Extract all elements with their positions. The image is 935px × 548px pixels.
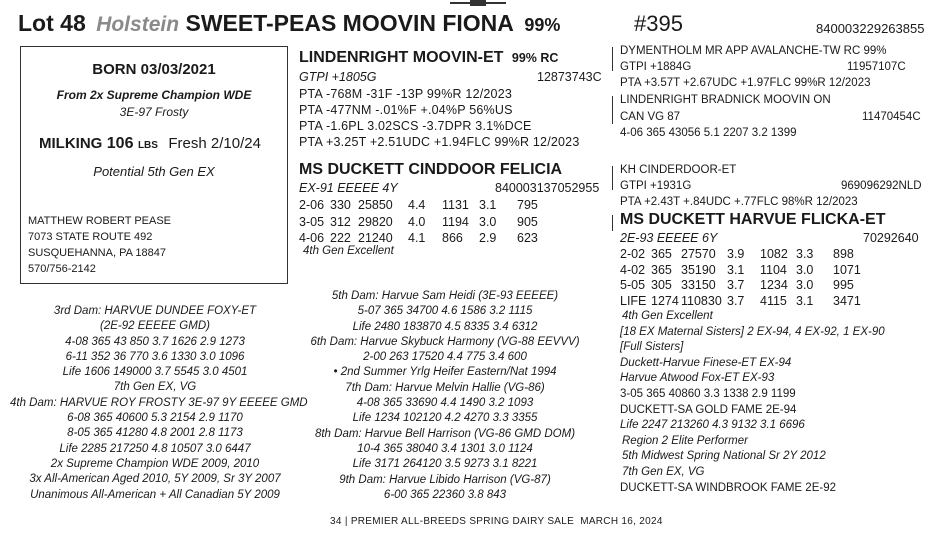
record-row	[620, 294, 869, 310]
info-box	[20, 46, 288, 284]
breed: Holstein	[96, 13, 180, 36]
record-row	[299, 197, 547, 214]
record-cell: 305	[651, 278, 672, 292]
record-row	[620, 278, 869, 294]
record-cell: 3.9	[727, 247, 745, 261]
record-cell: 3.0	[479, 214, 497, 229]
sire-heading	[299, 49, 558, 67]
sire-name: LINDENRIGHT MOOVIN-ET	[299, 49, 504, 66]
note-line: DUCKETT-SA GOLD FAME 2E-94	[620, 403, 797, 416]
owner-line: 7073 STATE ROUTE 492	[28, 231, 153, 243]
sire-sire-name: DYMENTHOLM MR APP AVALANCHE-TW RC 99%	[620, 45, 887, 57]
pedigree-line: Life 2480 183870 4.5 8335 3.4 6312	[352, 320, 538, 333]
record-cell: 1071	[833, 262, 861, 277]
champion-line: From 2x Supreme Champion WDE	[56, 88, 252, 102]
note-line: [Full Sisters]	[620, 341, 684, 354]
record-cell: 2-06	[299, 198, 325, 212]
milking-line	[39, 135, 261, 153]
owner-line: SUSQUEHANNA, PA 18847	[28, 247, 166, 259]
record-cell: 2-02	[620, 247, 646, 261]
record-cell: 4115	[760, 293, 787, 308]
pta-line: PTA -477NM -.01%F +.04%P 56%US	[299, 103, 513, 117]
pedigree-line: 4-08 365 43 850 3.7 1626 2.9 1273	[65, 335, 245, 348]
dam-sire-gtpi: GTPI +1931G	[620, 180, 692, 192]
left-pedigree-column	[10, 304, 308, 503]
record-cell: 4.1	[408, 231, 426, 245]
dam-sire-name: KH CINDERDOOR-ET	[620, 164, 737, 176]
sale-date: MARCH 16, 2024	[580, 516, 663, 527]
note-line: DUCKETT-SA WINDBROOK FAME 2E-92	[620, 481, 836, 494]
title-row	[18, 10, 560, 37]
sire-sire-pta: PTA +3.57T +2.67UDC +1.97FLC 99%R 12/2023	[620, 77, 871, 89]
record-cell: 4-06	[299, 231, 325, 245]
record-cell: 1082	[760, 247, 788, 261]
note-line: 7th Gen EX, VG	[622, 465, 705, 478]
dam-dam-notes	[620, 309, 885, 496]
record-cell: 905	[517, 214, 538, 229]
record-cell: 27570	[681, 247, 716, 261]
pedigree-line: 3x All-American Aged 2010, 5Y 2009, Sr 3Y 2007	[29, 473, 281, 486]
record-cell: 3.1	[479, 198, 497, 212]
dam-sire-pta: PTA +2.43T +.84UDC +.77FLC 98%R 12/2023	[620, 196, 858, 208]
pedigree-line: 4th Dam: HARVUE ROY FROSTY 3E-97 9Y EEEEE GMD	[10, 396, 308, 409]
pedigree-line: 2x Supreme Champion WDE 2009, 2010	[50, 457, 260, 470]
record-cell: 365	[651, 247, 672, 261]
sire-pct: 99% RC	[511, 51, 559, 65]
sire-gtpi: GTPI +1805G	[299, 70, 377, 84]
top-ornament	[470, 0, 486, 6]
record-cell: 365	[651, 262, 672, 277]
record-cell: 25850	[358, 198, 393, 212]
record-cell: 4-02	[620, 262, 646, 277]
pedigree-line: 8-05 365 41280 4.8 2001 2.8 1173	[67, 427, 243, 440]
pta-line: PTA -1.6PL 3.02SCS -3.7DPR 3.1%DCE	[299, 119, 532, 133]
record-cell: 3.1	[796, 293, 814, 308]
sire-sire-gtpi: GTPI +1884G	[620, 61, 692, 73]
record-cell: 3.3	[796, 247, 814, 261]
record-cell: 3.0	[796, 278, 814, 292]
pedigree-line: 6th Dam: Harvue Skybuck Harmony (VG-88 EEVVV)	[310, 335, 580, 348]
footer	[330, 516, 663, 527]
pta-line: PTA +3.25T +2.51UDC +1.94FLC 99%R 12/2023	[299, 135, 580, 149]
pedigree-line: Life 3171 264120 3.5 9273 3.1 8221	[352, 458, 538, 471]
record-cell: 330	[330, 198, 351, 212]
pedigree-line: 7th Dam: Harvue Melvin Hallie (VG-86)	[345, 381, 545, 394]
pedigree-line: 3rd Dam: HARVUE DUNDEE FOXY-ET	[53, 305, 257, 317]
record-cell: 1104	[760, 262, 787, 277]
dam-dam-records	[620, 247, 869, 309]
owner-line: MATTHEW ROBERT PEASE	[28, 215, 172, 227]
record-cell: 1274	[651, 293, 679, 308]
registration-number: 840003229263855	[816, 21, 925, 36]
connector-line	[612, 215, 613, 231]
record-cell: 33150	[681, 278, 716, 292]
record-cell: 995	[833, 278, 854, 292]
note-line: 5th Midwest Spring National Sr 2Y 2012	[622, 450, 826, 463]
pedigree-line: 9th Dam: Harvue Libido Harrison (VG-87)	[339, 473, 551, 486]
record-cell: 3-05	[299, 214, 325, 229]
pedigree-line: 8th Dam: Harvue Bell Harrison (VG-86 GMD DOM)	[314, 427, 576, 440]
pedigree-line: Unanimous All-American + All Canadian 5Y 2009	[30, 488, 280, 501]
record-cell: 866	[442, 231, 463, 245]
cow-percent: 99%	[524, 15, 561, 35]
dam-dam-name: MS DUCKETT HARVUE FLICKA-ET	[620, 211, 886, 228]
sale-name: PREMIER ALL-BREEDS SPRING DAIRY SALE	[350, 516, 575, 527]
record-cell: 5-05	[620, 278, 646, 292]
record-row	[620, 263, 869, 279]
sire-reg: 12873743C	[537, 70, 602, 84]
page-number: 34	[330, 516, 342, 527]
dam-dam-reg: 70292640	[863, 231, 919, 245]
pedigree-line: 5-07 365 34700 4.6 1586 3.2 1115	[357, 305, 533, 318]
record-row	[299, 214, 547, 231]
record-cell: 3.1	[727, 262, 745, 277]
record-cell: 623	[517, 231, 538, 245]
owner-address	[28, 213, 171, 277]
sire-dam-record: 4-06 365 43056 5.1 2207 3.2 1399	[620, 127, 797, 139]
connector-line	[612, 47, 613, 71]
record-cell: 3.7	[727, 293, 745, 308]
record-cell: 3.7	[727, 278, 745, 292]
record-cell: 21240	[358, 231, 393, 245]
record-cell: 2.9	[479, 231, 497, 245]
sire-dam-reg: 11470454C	[862, 111, 921, 123]
sire-dam-class: CAN VG 87	[620, 111, 681, 123]
record-cell: 35190	[681, 262, 716, 277]
pedigree-line: 6-00 365 22360 3.8 843	[383, 488, 507, 501]
note-line: Life 2247 213260 4.3 9132 3.1 6696	[620, 419, 805, 432]
dam-dam-class: 2E-93 EEEEE 6Y	[620, 231, 718, 245]
dam-name: MS DUCKETT CINDDOOR FELICIA	[299, 161, 563, 178]
footer-separator: |	[344, 516, 351, 527]
note-line: Harvue Atwood Fox-ET EX-93	[620, 372, 775, 385]
dam-class: EX-91 EEEEE 4Y	[299, 181, 398, 195]
dam-reg: 840003137052955	[495, 181, 600, 195]
pedigree-line: 10-4 365 38040 3.4 1301 3.0 1124	[357, 442, 533, 455]
sire-pta	[299, 86, 579, 150]
record-cell: 3.0	[796, 262, 814, 277]
record-cell: LIFE	[620, 293, 647, 308]
pedigree-line: (2E-92 EEEEE GMD)	[100, 320, 210, 333]
connector-line	[612, 166, 613, 190]
pedigree-line: 7th Gen EX, VG	[113, 381, 197, 394]
note-line: Region 2 Elite Performer	[622, 434, 748, 447]
dam-records	[299, 197, 547, 247]
record-cell: 1194	[442, 214, 469, 229]
record-cell: 29820	[358, 214, 393, 229]
record-cell: 110830	[681, 293, 722, 308]
pedigree-line: Life 1606 149000 3.7 5545 3.0 4501	[62, 366, 248, 379]
sire-dam-name: LINDENRIGHT BRADNICK MOOVIN ON	[620, 94, 831, 106]
catalog-number: #395	[634, 11, 683, 36]
record-cell: 4.0	[408, 214, 426, 229]
sire-sire-reg: 11957107C	[847, 61, 906, 73]
record-cell: 222	[330, 231, 351, 245]
record-cell: 898	[833, 247, 854, 261]
connector-line	[612, 96, 613, 124]
note-line: [18 EX Maternal Sisters] 2 EX-94, 4 EX-92, 1 EX-90	[620, 325, 885, 338]
pedigree-line: • 2nd Summer Yrlg Heifer Eastern/Nat 1994	[333, 366, 557, 379]
note-line: Duckett-Harvue Finese-ET EX-94	[620, 356, 792, 369]
pedigree-line: Life 2285 217250 4.8 10507 3.0 6447	[59, 442, 251, 455]
pedigree-line: 5th Dam: Harvue Sam Heidi (3E-93 EEEEE)	[331, 290, 559, 302]
milking-label: MILKING	[39, 135, 103, 152]
pedigree-line: 2-00 263 17520 4.4 775 3.4 600	[363, 351, 527, 364]
pedigree-line: Life 1234 102120 4.2 4270 3.3 3355	[352, 412, 538, 425]
record-cell: 1234	[760, 278, 788, 292]
pedigree-line: 6-08 365 40600 5.3 2154 2.9 1170	[67, 412, 243, 425]
fresh-date: Fresh 2/10/24	[168, 135, 261, 152]
frosty-line: 3E-97 Frosty	[119, 105, 189, 119]
cow-name: SWEET-PEAS MOOVIN FIONA	[185, 10, 514, 36]
mid-pedigree-column	[290, 289, 600, 503]
born-date: BORN 03/03/2021	[92, 61, 216, 78]
note-line: 3-05 365 40860 3.3 1338 2.9 1199	[620, 387, 796, 400]
potential-line: Potential 5th Gen EX	[93, 164, 215, 179]
dam-sire-reg: 969096292NLD	[841, 180, 922, 192]
milking-unit: LBS	[137, 140, 158, 151]
record-cell: 1131	[442, 198, 469, 212]
record-cell: 795	[517, 198, 538, 212]
owner-line: 570/756-2142	[28, 263, 96, 275]
record-row	[620, 247, 869, 263]
pedigree-line: 6-11 352 36 770 3.6 1330 3.0 1096	[65, 350, 245, 363]
pta-line: PTA -768M -31F -13P 99%R 12/2023	[299, 87, 512, 101]
note-line: 4th Gen Excellent	[622, 310, 713, 322]
lot-number: Lot 48	[18, 10, 86, 36]
record-cell: 312	[330, 214, 351, 229]
record-cell: 4.4	[408, 198, 426, 212]
record-cell: 3471	[833, 293, 861, 308]
milking-value: 106	[106, 135, 134, 152]
pedigree-line: 4-08 365 33690 4.4 1490 3.2 1093	[356, 397, 534, 410]
dam-note: 4th Gen Excellent	[303, 245, 394, 257]
